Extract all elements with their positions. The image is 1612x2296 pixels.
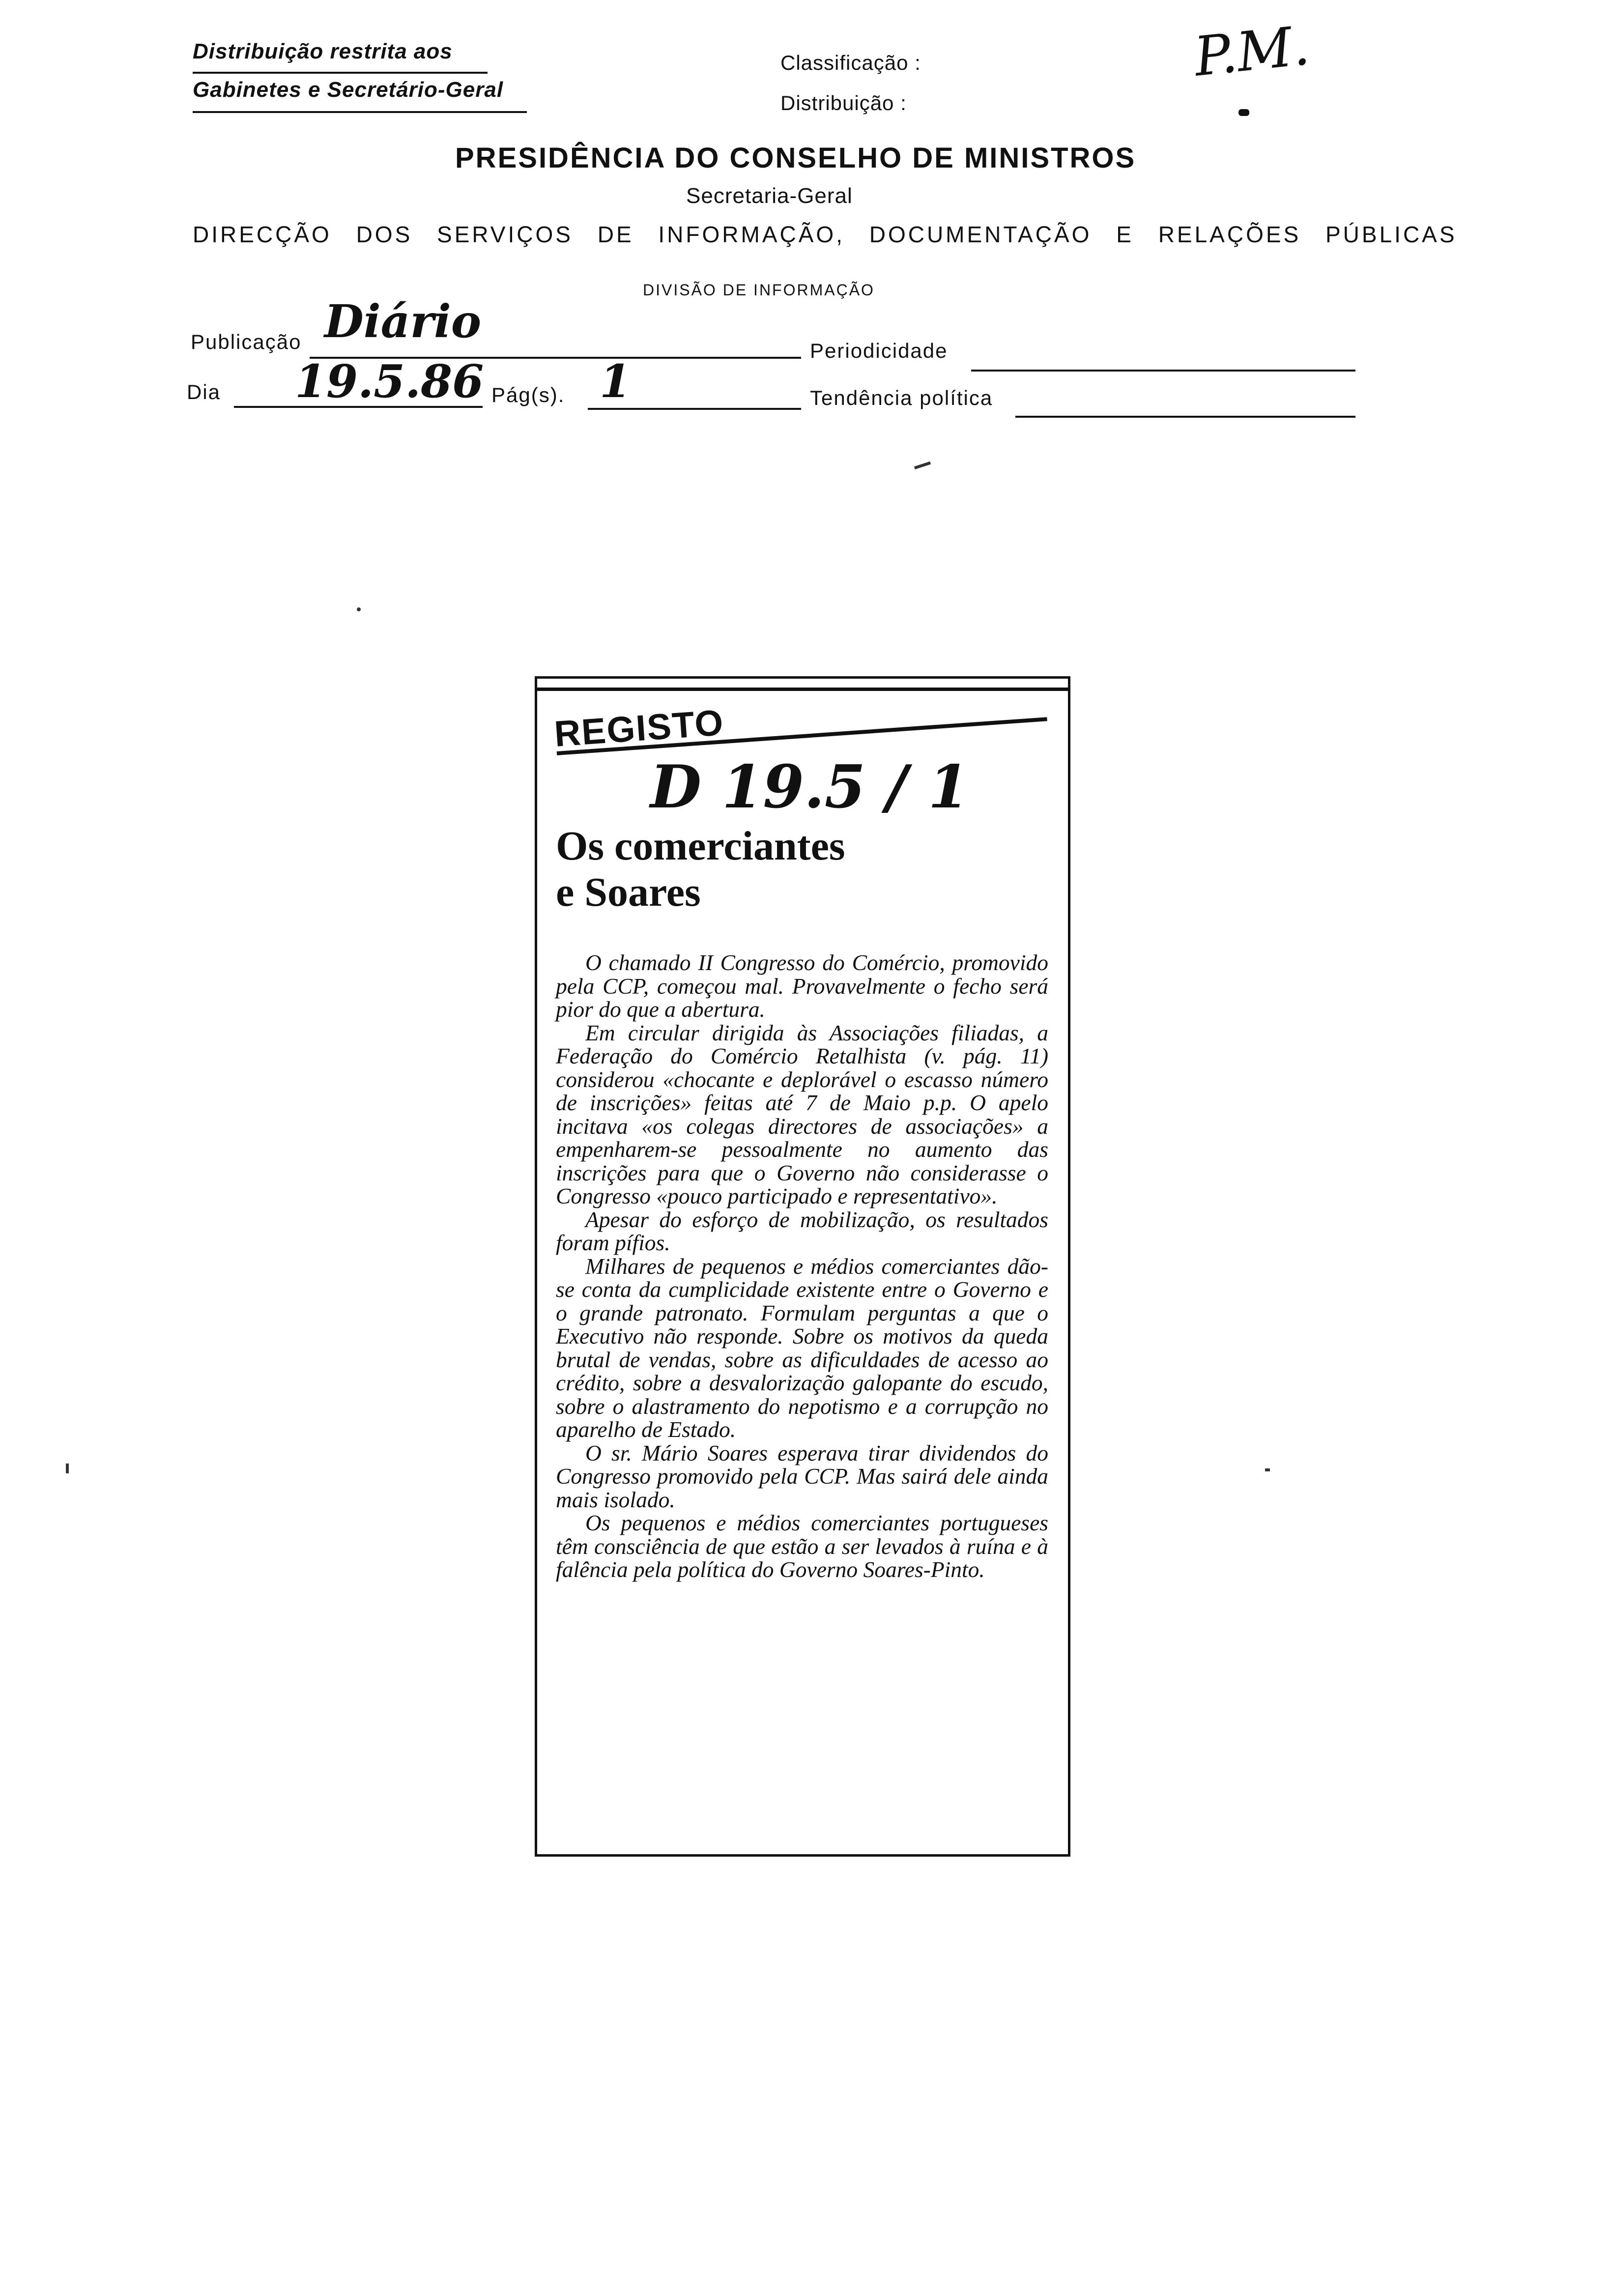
- pages-line: [588, 408, 801, 410]
- newspaper-clipping: [535, 676, 1070, 1857]
- institution-title: PRESIDÊNCIA DO CONSELHO DE MINISTROS: [455, 142, 1136, 174]
- clipping-section-label: REGISTO: [553, 702, 725, 755]
- distribution-note-underline-1: [193, 72, 488, 74]
- clipping-paragraph: Apesar do esforço de mobilização, os resultados foram pífios.: [556, 1206, 1048, 1255]
- political-tendency-line: [1015, 416, 1355, 418]
- clipping-headline: [556, 823, 1047, 916]
- headline-line-1: Os comerciantes: [556, 823, 845, 869]
- stray-mark: [357, 607, 361, 611]
- publication-label: Publicação: [191, 330, 302, 353]
- institution-subtitle: Secretaria-Geral: [686, 184, 853, 208]
- distribution-note-line2: Gabinetes e Secretário-Geral: [193, 78, 504, 102]
- stray-mark: [1265, 1468, 1270, 1471]
- distribution-label: Distribuição :: [780, 91, 907, 115]
- clipping-body: [556, 951, 1048, 1581]
- headline-line-2: e Soares: [556, 869, 701, 915]
- clipping-top-bar: [537, 688, 1068, 691]
- corner-ink-mark: [1238, 109, 1249, 116]
- political-tendency-label: Tendência política: [810, 386, 993, 409]
- periodicity-line: [971, 370, 1355, 372]
- clipping-paragraph: Milhares de pequenos e médios comerciantes dão-se conta da cumplicidade existente entre o Governo e o grande patronato. Formulam perguntas a que o Executivo não responde. Sobre os motivos da queda brutal de vendas, sobre as dificuldades de acesso ao crédito, sobre a desvalorização galopante do escudo, sobre o alastramento do nepotismo e a corrupção no aparelho de Estado.: [556, 1253, 1048, 1442]
- distribution-note-line1: Distribuição restrita aos: [193, 39, 453, 63]
- clipping-paragraph: Os pequenos e médios comerciantes portugueses têm consciência de que estão a ser levados à ruína e à falência pela política do Governo Soares-Pinto.: [556, 1510, 1048, 1582]
- clipping-handwritten-date: D 19.5 / 1: [650, 752, 969, 822]
- clipping-paragraph: O sr. Mário Soares esperava tirar dividendos do Congresso promovido pela CCP. Mas sairá dele ainda mais isolado.: [556, 1440, 1048, 1512]
- day-label: Dia: [187, 380, 221, 403]
- classification-label: Classificação :: [780, 51, 921, 74]
- clipping-paragraph: Em circular dirigida às Associações filiadas, a Federação do Comércio Retalhista (v. pág. 11) considerou «chocante e deplorável o escasso número de inscrições» feitas até 7 de Maio p.p. O apelo incitava «os colegas directores de associações» a empenharem-se pessoalmente no aumento das inscrições para que o Governo não considerasse o Congresso «pouco participado e representativo».: [556, 1020, 1048, 1208]
- day-handwritten-value: 19.5.86: [295, 355, 484, 408]
- pages-label: Pág(s).: [491, 383, 565, 406]
- periodicity-label: Periodicidade: [810, 339, 948, 362]
- directorate-heading: DIRECÇÃO DOS SERVIÇOS DE INFORMAÇÃO, DOCUMENTAÇÃO E RELAÇÕES PÚBLICAS: [193, 222, 1457, 247]
- stray-mark: [914, 461, 931, 469]
- stray-mark: [66, 1464, 69, 1473]
- clipping-paragraph: O chamado II Congresso do Comércio, promovido pela CCP, começou mal. Provavelmente o fecho será pior do que a abertura.: [556, 950, 1048, 1022]
- publication-handwritten-value: Diário: [324, 295, 482, 348]
- division-heading: DIVISÃO DE INFORMAÇÃO: [643, 281, 875, 299]
- pages-handwritten-value: 1: [600, 355, 632, 408]
- corner-handwriting: P.M.: [1191, 14, 1313, 88]
- distribution-note-underline-2: [193, 111, 527, 113]
